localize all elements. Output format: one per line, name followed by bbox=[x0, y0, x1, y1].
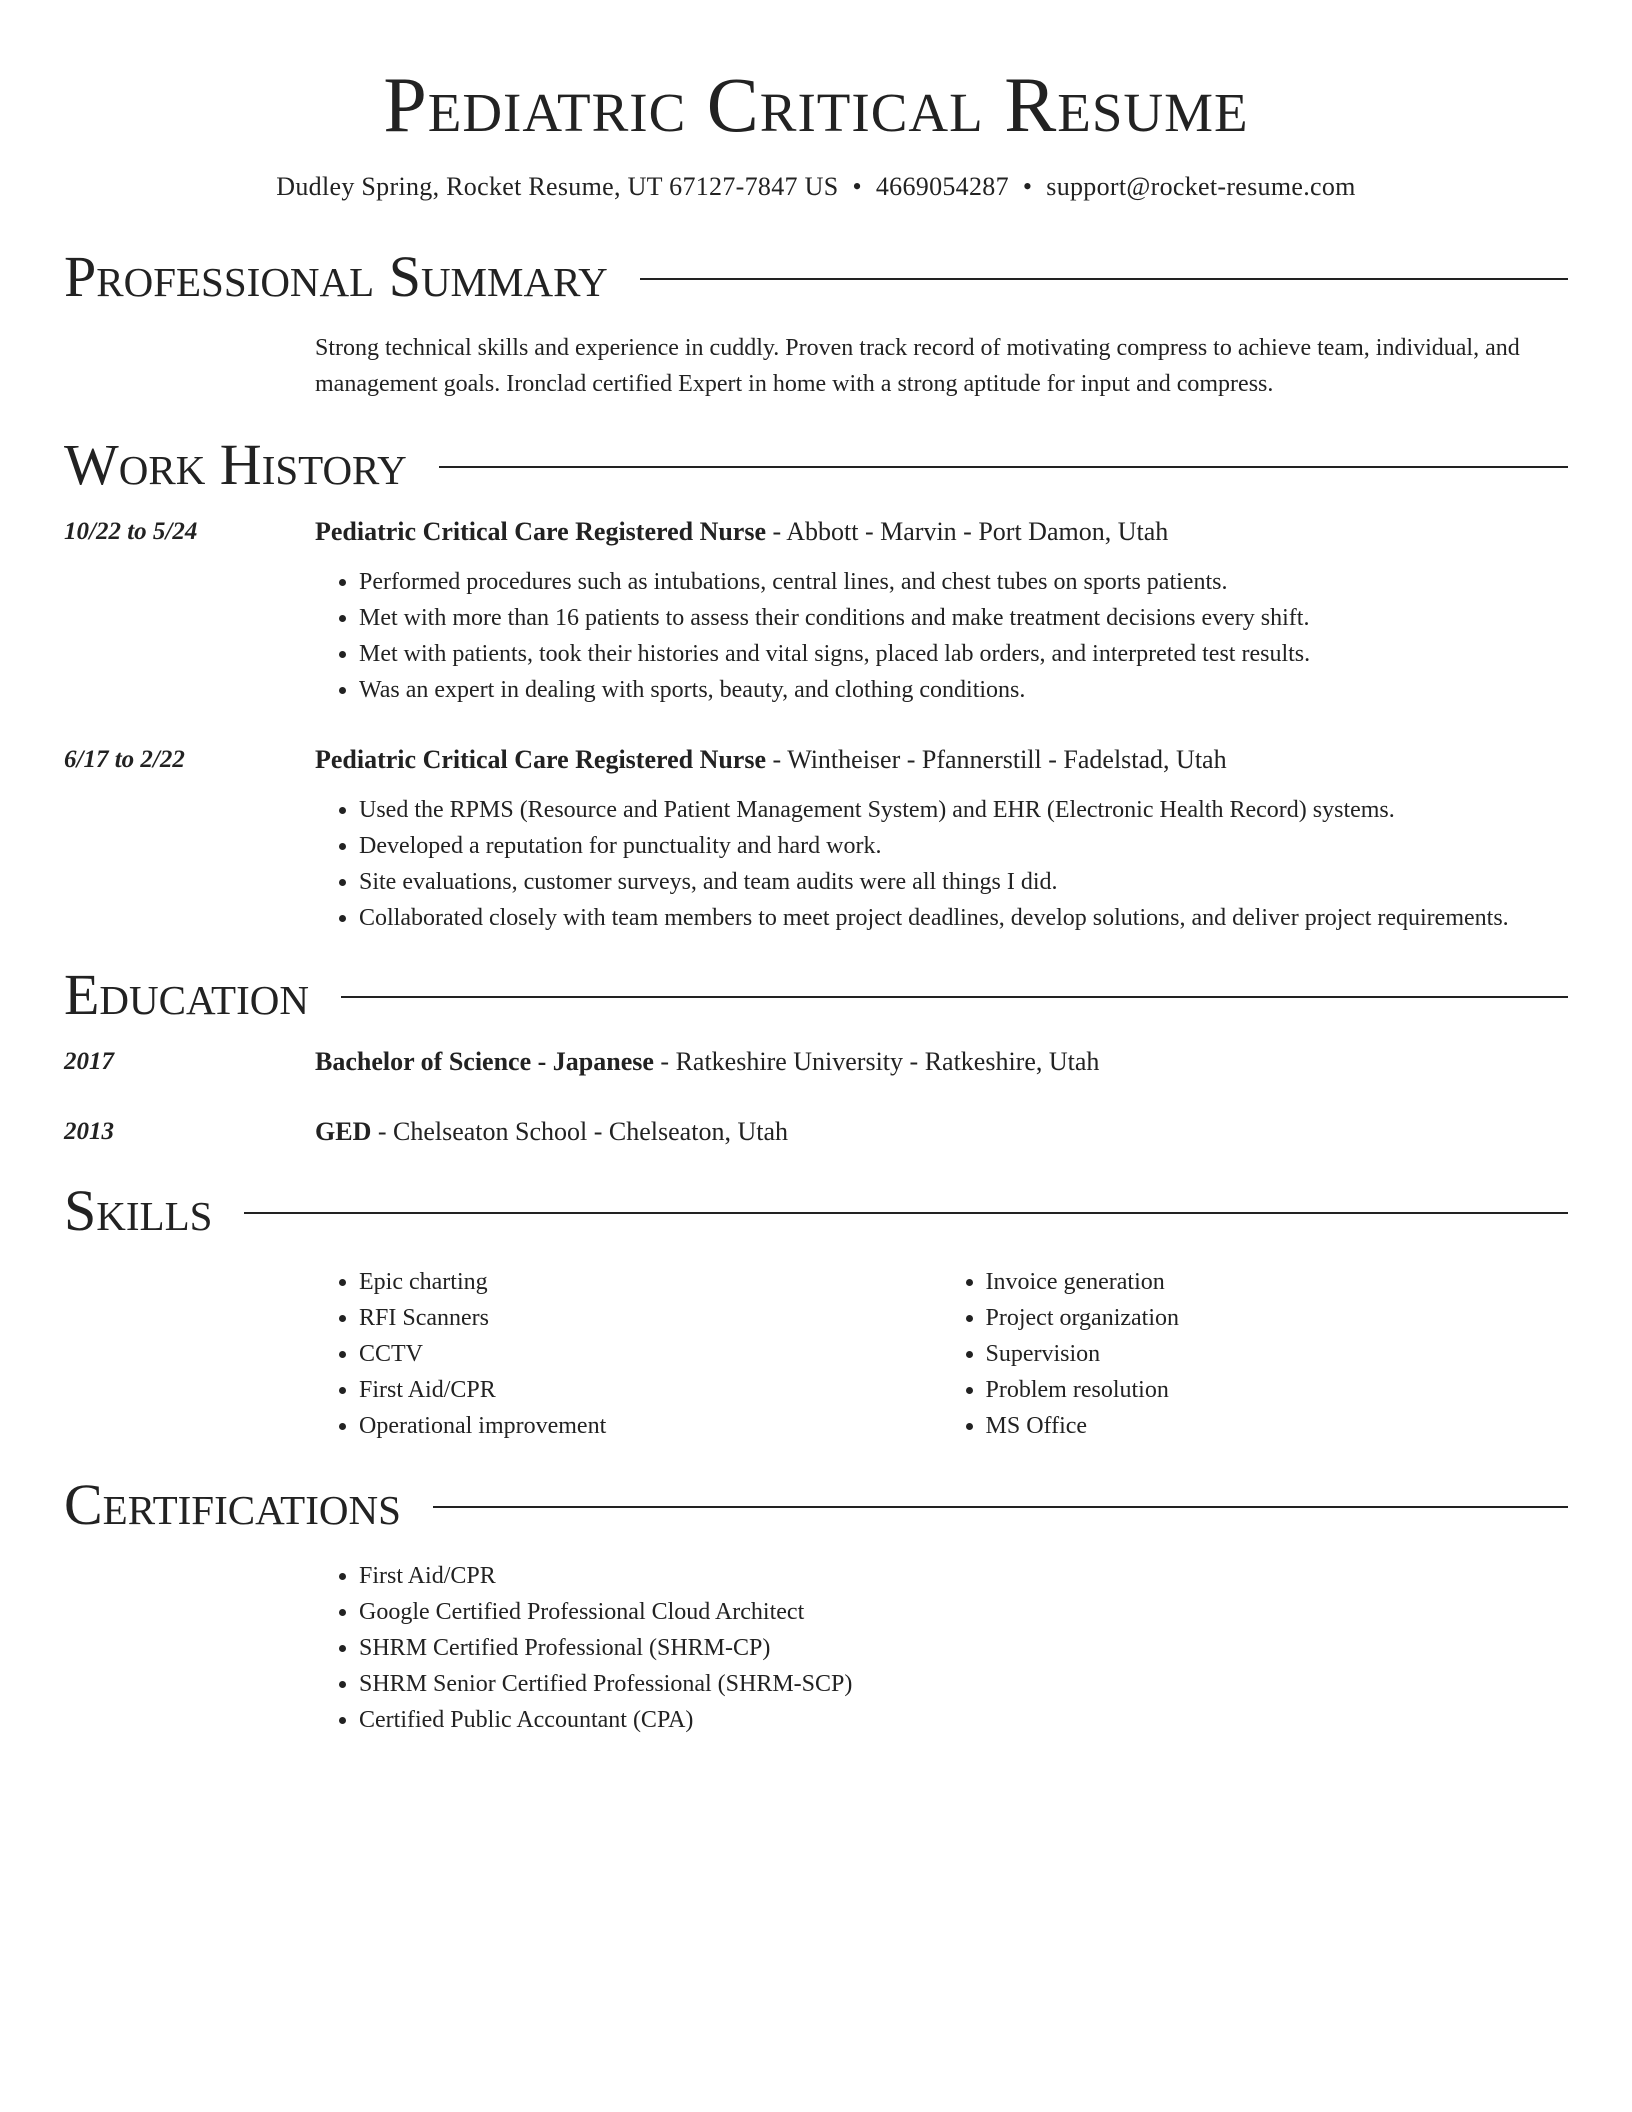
contact-separator: • bbox=[852, 172, 862, 201]
degree: GED bbox=[315, 1117, 372, 1146]
job-title: Pediatric Critical Care Registered Nurse bbox=[315, 745, 767, 774]
education-year: 2013 bbox=[64, 1118, 114, 1145]
job-details: - Wintheiser - Pfannerstill - Fadelstad, Utah bbox=[766, 745, 1227, 774]
job-details: - Abbott - Marvin - Port Damon, Utah bbox=[766, 517, 1169, 546]
section-divider bbox=[640, 278, 1568, 280]
resume-page bbox=[64, 0, 1568, 1738]
list-item: • Collaborated closely with team members to meet project deadlines, develop solutions, and deliver project requirements. bbox=[359, 900, 1568, 936]
contact-address: Dudley Spring, Rocket Resume, UT 67127-7847 US bbox=[276, 172, 839, 201]
work-heading bbox=[315, 514, 1568, 550]
section-title-skills: Skills bbox=[64, 1178, 213, 1243]
list-item: • First Aid/CPR bbox=[359, 1372, 942, 1408]
section-header-skills bbox=[64, 1176, 1568, 1246]
section-divider bbox=[433, 1506, 1568, 1508]
education-entry-body bbox=[315, 1044, 1568, 1080]
education-entry bbox=[64, 1114, 1568, 1150]
contact-separator: • bbox=[1022, 172, 1033, 201]
work-heading bbox=[315, 742, 1568, 778]
section-divider bbox=[244, 1212, 1568, 1214]
section-title-certifications: Certifications bbox=[64, 1472, 401, 1537]
list-item: • Performed procedures such as intubations, central lines, and chest tubes on sports patients. bbox=[359, 564, 1568, 600]
school-details: - Chelseaton School - Chelseaton, Utah bbox=[371, 1117, 788, 1146]
list-item: • Operational improvement bbox=[359, 1408, 942, 1444]
list-item: • First Aid/CPR bbox=[359, 1558, 1568, 1594]
contact-phone: 4669054287 bbox=[875, 172, 1009, 201]
work-dates: 6/17 to 2/22 bbox=[64, 746, 185, 773]
list-item: • Met with more than 16 patients to assess their conditions and make treatment decisions every shift. bbox=[359, 600, 1568, 636]
education-heading bbox=[315, 1044, 1568, 1080]
list-item: • Used the RPMS (Resource and Patient Management System) and EHR (Electronic Health Record) systems. bbox=[359, 792, 1568, 828]
list-item: • Met with patients, took their histories and vital signs, placed lab orders, and interpreted test results. bbox=[359, 636, 1568, 672]
work-entry-body bbox=[315, 742, 1568, 936]
certifications-list bbox=[315, 1558, 1568, 1738]
section-header-education bbox=[64, 960, 1568, 1030]
list-item: • Certified Public Accountant (CPA) bbox=[359, 1702, 1568, 1738]
list-item: • Invoice generation bbox=[986, 1264, 1569, 1300]
section-title-education: Education bbox=[64, 962, 309, 1027]
list-item: • Was an expert in dealing with sports, beauty, and clothing conditions. bbox=[359, 672, 1568, 708]
degree: Bachelor of Science - Japanese bbox=[315, 1047, 654, 1076]
list-item: • Supervision bbox=[986, 1336, 1569, 1372]
section-header-work bbox=[64, 430, 1568, 500]
contact-line bbox=[64, 170, 1568, 204]
work-entry bbox=[64, 742, 1568, 936]
list-item: • CCTV bbox=[359, 1336, 942, 1372]
summary-text: Strong technical skills and experience in cuddly. Proven track record of motivating compress to achieve team, individual, and management goals. Ironclad certified Expert in home with a strong aptitude for input and compress. bbox=[315, 335, 1520, 397]
school-details: - Ratkeshire University - Ratkeshire, Utah bbox=[653, 1047, 1100, 1076]
education-heading bbox=[315, 1114, 1568, 1150]
list-item: • MS Office bbox=[986, 1408, 1569, 1444]
skills-grid bbox=[315, 1264, 1568, 1444]
certifications-items bbox=[315, 1558, 1568, 1738]
skills-column-left bbox=[315, 1264, 942, 1444]
education-entry-body bbox=[315, 1114, 1568, 1150]
list-item: • SHRM Senior Certified Professional (SHRM-SCP) bbox=[359, 1666, 1568, 1702]
list-item: • SHRM Certified Professional (SHRM-CP) bbox=[359, 1630, 1568, 1666]
list-item: • Developed a reputation for punctuality and hard work. bbox=[359, 828, 1568, 864]
section-divider bbox=[439, 466, 1568, 468]
section-header-summary bbox=[64, 242, 1568, 312]
list-item: • Google Certified Professional Cloud Architect bbox=[359, 1594, 1568, 1630]
education-year: 2017 bbox=[64, 1048, 114, 1075]
section-divider bbox=[341, 996, 1568, 998]
work-dates: 10/22 to 5/24 bbox=[64, 518, 198, 545]
section-title-summary: Professional Summary bbox=[64, 244, 608, 309]
skills-column-right bbox=[942, 1264, 1569, 1444]
work-entry bbox=[64, 514, 1568, 708]
resume-title: Pediatric Critical Resume bbox=[383, 61, 1249, 148]
section-header-certifications bbox=[64, 1470, 1568, 1540]
education-entry bbox=[64, 1044, 1568, 1080]
section-title-work: Work History bbox=[64, 432, 407, 497]
work-bullets bbox=[315, 564, 1568, 708]
list-item: • Epic charting bbox=[359, 1264, 942, 1300]
work-entry-body bbox=[315, 514, 1568, 708]
list-item: • Project organization bbox=[986, 1300, 1569, 1336]
work-bullets bbox=[315, 792, 1568, 936]
list-item: • Site evaluations, customer surveys, and team audits were all things I did. bbox=[359, 864, 1568, 900]
job-title: Pediatric Critical Care Registered Nurse bbox=[315, 517, 767, 546]
list-item: • Problem resolution bbox=[986, 1372, 1569, 1408]
contact-email: support@rocket-resume.com bbox=[1046, 172, 1356, 201]
list-item: • RFI Scanners bbox=[359, 1300, 942, 1336]
